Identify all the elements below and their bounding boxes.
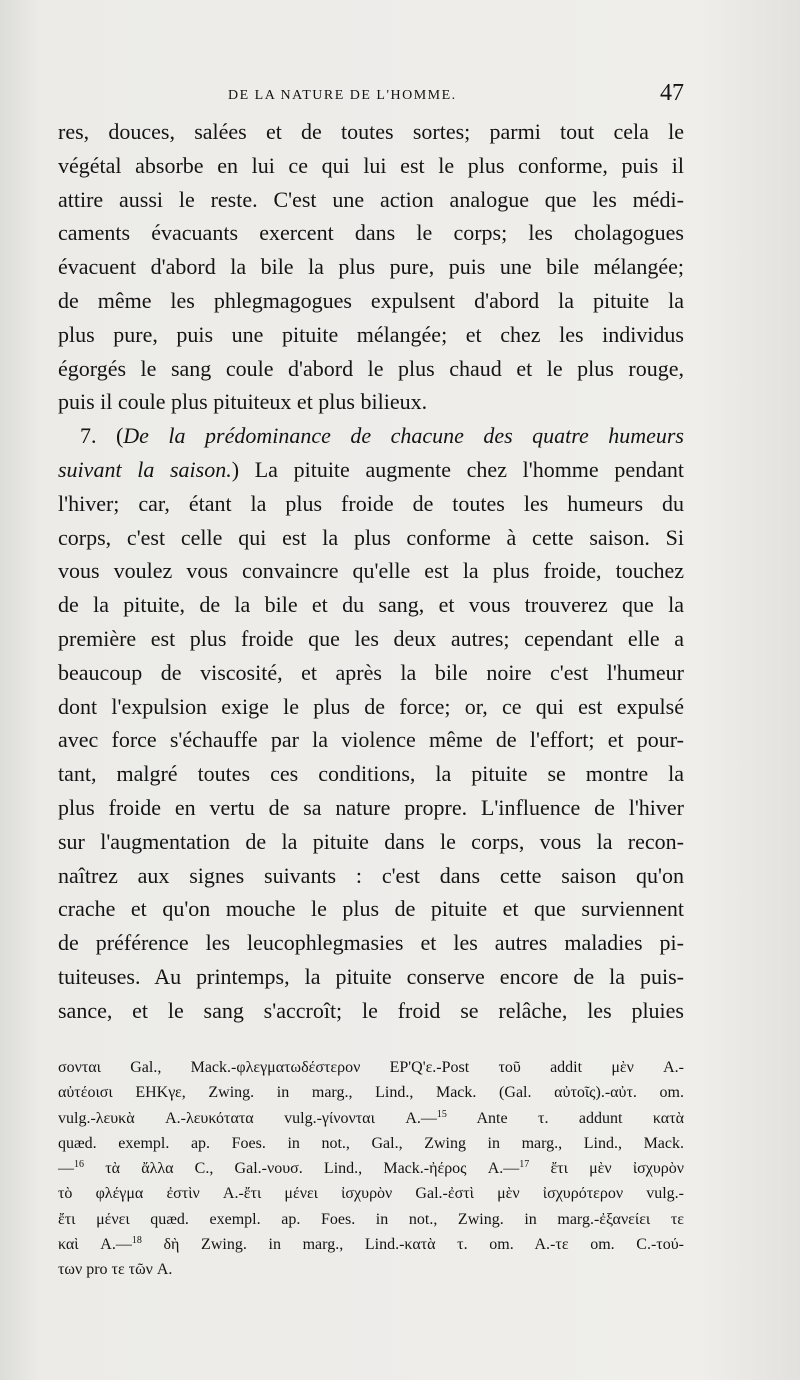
text-line: beaucoup de viscosité, et après la bile noire c'est l'humeur bbox=[58, 659, 684, 685]
page-number: 47 bbox=[660, 80, 684, 106]
text-line: tant, malgré toutes ces conditions, la pituite se montre la bbox=[58, 761, 684, 787]
footnote-marker: 16 bbox=[74, 1159, 84, 1171]
text-line: res, douces, salées et de toutes sortes; parmi tout cela le bbox=[58, 119, 684, 144]
footnote-text: καὶ A.— bbox=[58, 1236, 132, 1254]
text-line: avec force s'échauffe par la violence même de l'effort; et pour- bbox=[58, 727, 684, 753]
running-head bbox=[58, 80, 684, 110]
footnote-line: των pro τε τῶν A. bbox=[58, 1261, 173, 1279]
footnote-text: Ante τ. addunt κατὰ bbox=[446, 1109, 685, 1127]
text-line: égorgés le sang coule d'abord le plus chaud et le plus rouge, bbox=[58, 355, 684, 381]
text-line: l'hiver; car, étant la plus froide de toutes les humeurs du bbox=[58, 490, 684, 516]
text-line: tuiteuses. Au printemps, la pituite conserve encore de la puis- bbox=[58, 963, 684, 989]
footnote-marker: 17 bbox=[519, 1159, 530, 1171]
footnote-line bbox=[58, 1156, 684, 1181]
text-line: attire aussi le reste. C'est une action analogue que les médi- bbox=[58, 186, 684, 212]
text-line: dont l'expulsion exige le plus de force; or, ce qui est expulsé bbox=[58, 693, 684, 719]
footnote-line: αὐτέοισι EHKγε, Zwing. in marg., Lind., Mack. (Gal. αὐτοῖς).-αὐτ. om. bbox=[58, 1084, 684, 1102]
text-line: vous voulez vous convaincre qu'elle est la plus froide, touchez bbox=[58, 558, 684, 584]
footnote-line: τὸ φλέγμα ἐστὶν A.-ἔτι μένει ἰσχυρὸν Gal.-ἐστὶ μὲν ἰσχυρότερον vulg.- bbox=[58, 1185, 684, 1203]
footnote-marker: 15 bbox=[436, 1108, 447, 1120]
section-heading-italic: suivant la saison. bbox=[58, 456, 232, 482]
text-line: crache et qu'on mouche le plus de pituite et que surviennent bbox=[58, 896, 684, 922]
text-line: naîtrez aux signes suivants : c'est dans cette saison qu'on bbox=[58, 862, 684, 888]
footnote-line bbox=[58, 1106, 684, 1131]
footnote-marker: 18 bbox=[131, 1235, 142, 1247]
footnote-text: δὴ Zwing. in marg., Lind.-κατὰ τ. om. A.-τε om. C.-τού- bbox=[141, 1236, 684, 1254]
text-line: de la pituite, de la bile et du sang, et vous trouverez que la bbox=[58, 592, 684, 618]
text-line: première est plus froide que les deux autres; cependant elle a bbox=[58, 625, 684, 651]
section-number: 7. ( bbox=[80, 423, 124, 449]
text-line: corps, c'est celle qui est la plus conforme à cette saison. Si bbox=[58, 524, 684, 550]
footnote-text: ἔτι μὲν ἰσχυρὸν bbox=[529, 1160, 684, 1178]
running-title: DE LA NATURE DE L'HOMME. bbox=[228, 88, 457, 103]
text-line: sur l'augmentation de la pituite dans le corps, vous la recon- bbox=[58, 828, 684, 854]
section-text: ) La pituite augmente chez l'homme pendant bbox=[231, 456, 684, 482]
text-line: plus pure, puis une pituite mélangée; et chez les individus bbox=[58, 321, 684, 347]
text-line: de même les phlegmagogues expulsent d'abord la pituite la bbox=[58, 287, 684, 313]
section-heading-line bbox=[58, 419, 684, 453]
text-line: de préférence les leucophlegmasies et les autres maladies pi- bbox=[58, 930, 684, 956]
text-line: caments évacuants exercent dans le corps; les cholagogues bbox=[58, 220, 684, 246]
footnote-text: vulg.-λευκὰ A.-λευκότατα vulg.-γίνονται A.— bbox=[58, 1109, 437, 1127]
footnote-line: quæd. exempl. ap. Foes. in not., Gal., Zwing in marg., Lind., Mack. bbox=[58, 1134, 684, 1152]
section-heading-italic: De la prédominance de chacune des quatre humeurs bbox=[123, 423, 684, 449]
text-line: plus froide en vertu de sa nature propre. L'influence de l'hiver bbox=[58, 794, 684, 820]
text-line: puis il coule plus pituiteux et plus bilieux. bbox=[58, 389, 428, 415]
section-heading-line bbox=[58, 453, 684, 487]
footnote-line: σονται Gal., Mack.-φλεγματωδέστερον EP'Q'ε.-Post τοῦ addit μὲν A.- bbox=[58, 1059, 684, 1076]
footnote-text: τὰ ἄλλα C., Gal.-νουσ. Lind., Mack.-ἠέρος A.— bbox=[84, 1160, 520, 1178]
text-line: végétal absorbe en lui ce qui lui est le plus conforme, puis il bbox=[58, 152, 684, 178]
footnote-text: — bbox=[58, 1160, 74, 1178]
text-line: évacuent d'abord la bile la plus pure, puis une bile mélangée; bbox=[58, 254, 684, 280]
body-text bbox=[58, 115, 684, 1028]
text-line: sance, et le sang s'accroît; le froid se relâche, les pluies bbox=[58, 997, 684, 1023]
footnote-line: ἔτι μένει quæd. exempl. ap. Foes. in not., Zwing. in marg.-ἐξανείει τε bbox=[58, 1210, 684, 1228]
footnote-line bbox=[58, 1232, 684, 1257]
footnotes bbox=[58, 1055, 684, 1283]
